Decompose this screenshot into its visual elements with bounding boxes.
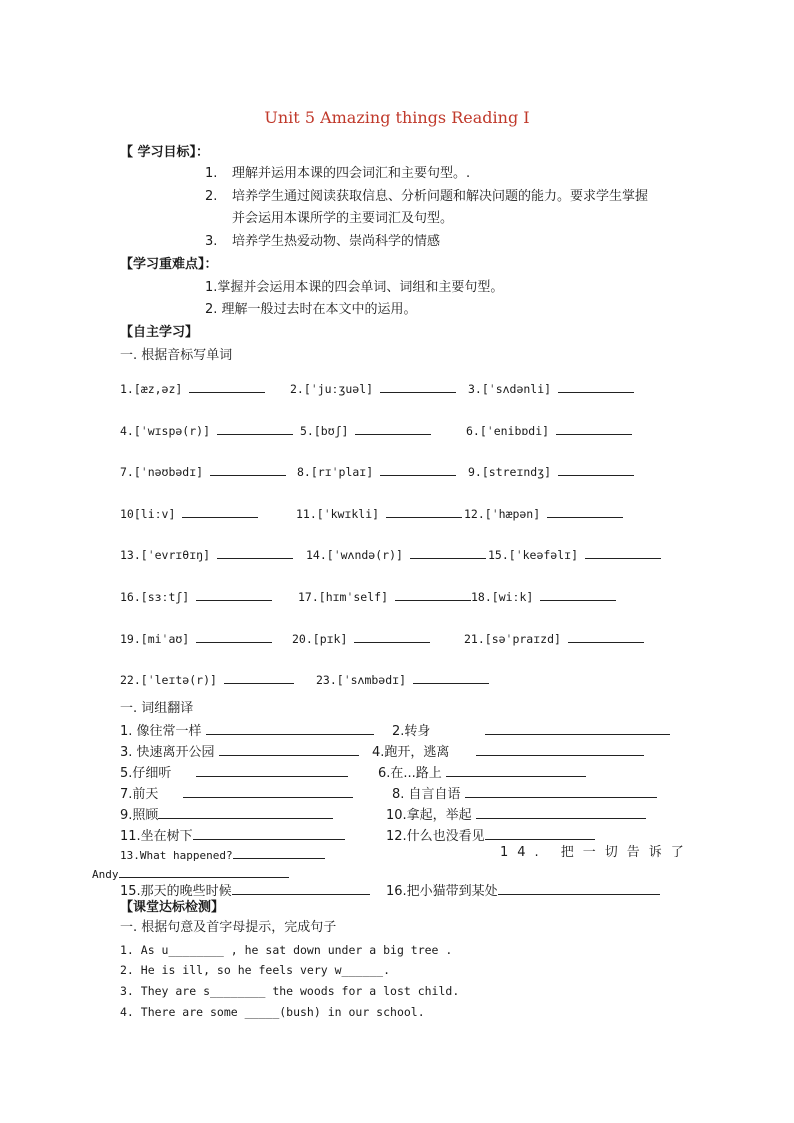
answer-blank[interactable] [498,882,660,895]
phonetic-item-21: 21.[səˈpraɪzd] [464,630,644,647]
phrase-item-14-cont: Andy [92,865,289,883]
answer-blank[interactable] [217,546,293,559]
phonetic-item-22: 22.[ˈleɪtə(r)] [120,671,294,688]
phrase-item-1: 1. 像往常一样 [120,722,374,740]
phonetic-item-8: 8.[rɪˈplaɪ] [297,463,456,480]
phonetic-item-11: 11.[ˈkwɪkli] [296,505,462,522]
phrase-item-6: 6.在...路上 [378,764,586,782]
phonetic-section-title: 一. 根据音标写单词 [120,348,233,363]
keypoint-2: 2. 理解一般过去时在本文中的运用。 [205,302,417,317]
answer-blank[interactable] [446,764,586,777]
phonetic-item-3: 3.[ˈsʌdənli] [468,380,634,397]
test-section-title: 一. 根据句意及首字母提示，完成句子 [120,920,337,935]
phonetic-item-16: 16.[sɜːtʃ] [120,588,272,605]
answer-blank[interactable] [193,827,345,840]
phonetic-item-18: 18.[wiːk] [471,588,616,605]
answer-blank[interactable] [386,505,462,518]
phonetic-item-4: 4.[ˈwɪspə(r)] [120,422,293,439]
answer-blank[interactable] [410,546,486,559]
phonetic-item-5: 5.[bʊʃ] [300,422,431,439]
answer-blank[interactable] [585,546,661,559]
test-sentence-2: 2. He is ill, so he feels very w______. [120,963,391,977]
answer-blank[interactable] [485,827,595,840]
answer-blank[interactable] [158,806,333,819]
answer-blank[interactable] [355,422,431,435]
keypoint-1: 1.掌握并会运用本课的四会单词、词组和主要句型。 [205,280,504,295]
phonetic-item-12: 12.[ˈhæpən] [464,505,623,522]
test-sentence-1: 1. As u________ , he sat down under a big tree . [120,943,453,957]
phrase-item-2: 2.转身 [392,722,670,740]
phonetic-item-15: 15.[ˈkeəfəlɪ] [488,546,661,563]
answer-blank[interactable] [196,630,272,643]
test-heading: 【课堂达标检测】 [120,900,225,915]
answer-blank[interactable] [485,722,670,735]
goal-text-2: 培养学生通过阅读获取信息、分析问题和解决问题的能力。要求学生掌握 [232,189,649,204]
answer-blank[interactable] [476,743,644,756]
phonetic-item-17: 17.[hɪmˈself] [298,588,471,605]
phonetic-item-1: 1.[æz,əz] [120,380,265,397]
test-sentence-3: 3. They are s________ the woods for a lost child. [120,984,460,998]
goal-text-2-cont: 并会运用本课所学的主要词汇及句型。 [232,211,454,226]
page-title: Unit 5 Amazing things Reading I [264,108,530,127]
keypoints-heading: 【学习重难点】： [120,257,218,272]
answer-blank[interactable] [556,422,632,435]
answer-blank[interactable] [233,846,325,859]
goal-text-3: 培养学生热爱动物、崇尚科学的情感 [232,234,441,249]
answer-blank[interactable] [183,785,353,798]
phonetic-item-14: 14.[ˈwʌndə(r)] [306,546,486,563]
answer-blank[interactable] [354,630,430,643]
phrase-section-title: 一. 词组翻译 [120,701,194,716]
answer-blank[interactable] [558,463,634,476]
phonetic-item-6: 6.[ˈenibɒdi] [466,422,632,439]
goal-num-1: 1. [205,166,218,181]
phrase-item-3: 3. 快速离开公园 [120,743,359,761]
answer-blank[interactable] [540,588,616,601]
phrase-item-13: 13.What happened? [120,846,325,864]
test-sentence-4: 4. There are some _____(bush) in our school. [120,1005,425,1019]
phrase-item-10: 10.拿起，举起 [386,806,646,824]
answer-blank[interactable] [196,764,348,777]
phonetic-item-2: 2.[ˈjuːʒuəl] [290,380,456,397]
goals-heading: 【 学习目标】： [120,145,210,160]
answer-blank[interactable] [206,722,374,735]
phonetic-item-19: 19.[miˈaʊ] [120,630,272,647]
answer-blank[interactable] [558,380,634,393]
answer-blank[interactable] [380,463,456,476]
answer-blank[interactable] [182,505,258,518]
goal-text-1: 理解并运用本课的四会词汇和主要句型。. [232,166,471,181]
phrase-item-14: 14. 把一切告诉了 [500,845,693,860]
answer-blank[interactable] [196,588,272,601]
answer-blank[interactable] [219,743,359,756]
self-study-heading: 【自主学习】 [120,325,199,340]
answer-blank[interactable] [413,671,489,684]
phonetic-item-23: 23.[ˈsʌmbədɪ] [316,671,489,688]
answer-blank[interactable] [568,630,644,643]
phonetic-item-20: 20.[pɪk] [292,630,430,647]
answer-blank[interactable] [476,806,646,819]
answer-blank[interactable] [217,422,293,435]
phonetic-item-9: 9.[streɪndʒ] [468,463,634,480]
phonetic-item-7: 7.[ˈnəʊbədɪ] [120,463,286,480]
answer-blank[interactable] [232,882,370,895]
answer-blank[interactable] [189,380,265,393]
phrase-item-4: 4.跑开，逃离 [372,743,644,761]
answer-blank[interactable] [395,588,471,601]
phrase-item-9: 9.照顾 [120,806,333,824]
phonetic-item-13: 13.[ˈevrɪθɪŋ] [120,546,293,563]
answer-blank[interactable] [210,463,286,476]
goal-num-3: 3. [205,234,218,249]
goal-num-2: 2. [205,189,218,204]
answer-blank[interactable] [224,671,294,684]
phrase-item-16: 16.把小猫带到某处 [386,882,660,900]
answer-blank[interactable] [547,505,623,518]
phrase-item-5: 5.仔细听 [120,764,348,782]
phrase-item-8: 8. 自言自语 [392,785,657,803]
phrase-item-12: 12.什么也没看见 [386,827,595,845]
phrase-item-15: 15.那天的晚些时候 [120,882,370,900]
phrase-item-7: 7.前天 [120,785,353,803]
answer-blank[interactable] [465,785,657,798]
phrase-item-11: 11.坐在树下 [120,827,345,845]
answer-blank[interactable] [119,865,289,878]
phonetic-item-10: 10[liːv] [120,505,258,522]
answer-blank[interactable] [380,380,456,393]
